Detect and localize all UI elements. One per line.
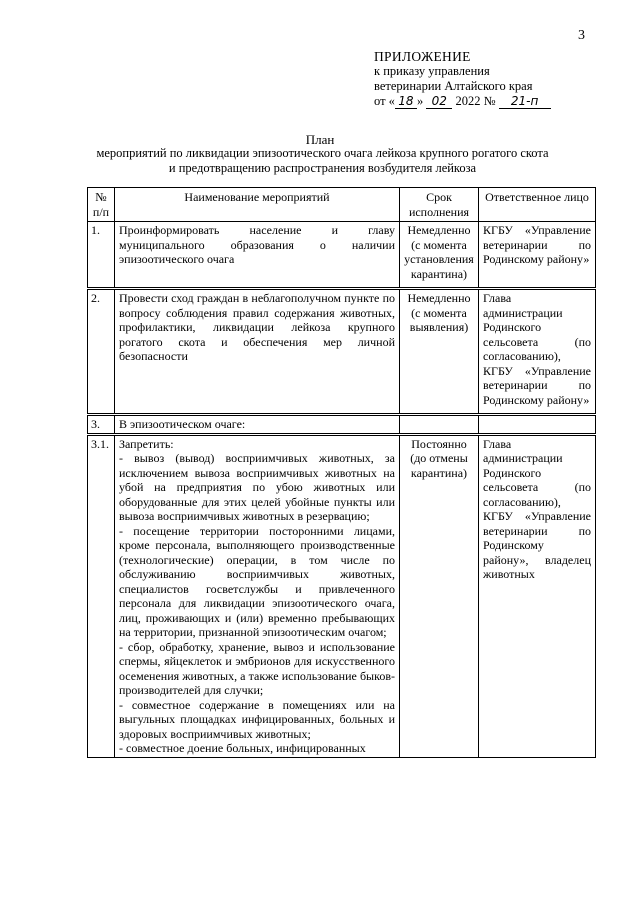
row-term: Немедленно (с момента выявления): [400, 289, 479, 415]
table-row: [88, 415, 596, 435]
row-name: Провести сход граждан в неблагополучном пункте по вопросу соблюдения правил содержания животных, профилактики, ликвидации лейкоза крупного рогатого скота и обеспечения мер личной безопасности: [115, 289, 400, 415]
plan-title: План: [305, 132, 335, 147]
date-mid: »: [416, 94, 424, 108]
year-text: 2022 №: [455, 94, 496, 108]
appendix-line-1: к приказу управления: [374, 64, 490, 78]
row-responsible: Глава администрации Родинского сельсовета (по согласованию), КГБУ «Управление ветеринарии по Родинскому району»: [479, 289, 596, 415]
header-num: № п/п: [88, 188, 115, 222]
row-term: Постоянно (до отмены карантина): [400, 434, 479, 757]
row-num: 3.1.: [88, 434, 115, 757]
appendix-block: [374, 49, 551, 109]
prohibit-item: - посещение территории посторонними лицами, кроме персонала, выполняющего производственные (технологические) операции, в том числе по обслуживанию восприимчивых животных, специалистов госветслужбы и привлеченного персонала для ликвидации эпизоотического очага, лиц, проживающих и (или) временно пребывающих на территории, признанной эпизоотическим очагом;: [119, 523, 395, 639]
row-responsible: [479, 415, 596, 435]
table-header-row: [88, 188, 596, 222]
header-name: Наименование мероприятий: [115, 188, 400, 222]
row-num: 2.: [88, 289, 115, 415]
plan-subtitle-line-1: мероприятий по ликвидации эпизоотического очага лейкоза крупного рогатого скота: [96, 146, 549, 160]
table-row: [88, 289, 596, 415]
prohibit-item: - вывоз (вывод) восприимчивых животных, за исключением вывоза восприимчивых животных на убой на предприятия по убою животных или оборудованные для этих целей убойные пункты или вывоза восприимчивых животных в резервацию;: [119, 451, 395, 523]
plan-subtitle: [80, 146, 565, 175]
handwritten-day: 18: [395, 95, 417, 109]
row-num: 3.: [88, 415, 115, 435]
header-responsible: Ответственное лицо: [479, 188, 596, 222]
table-row: [88, 434, 596, 757]
prohibit-item: - совместное содержание в помещениях или на выгульных площадках инфицированных, больных и здоровых восприимчивых животных;: [119, 697, 395, 741]
row-term: [400, 415, 479, 435]
prohibit-item: - совместное доение больных, инфицированных: [119, 741, 366, 755]
header-term: Срок исполнения: [400, 188, 479, 222]
handwritten-order-number: 21-п: [499, 95, 551, 109]
prohibit-item: - сбор, обработку, хранение, вывоз и использование спермы, яйцеклеток и эмбрионов для искусственного осеменения животных, а также использование быков-производителей для случки;: [119, 639, 395, 697]
row-responsible: Глава администрации Родинского сельсовета (по согласованию), КГБУ «Управление ветеринарии по Родинскому району», владелец животных: [479, 434, 596, 757]
appendix-line-2: ветеринарии Алтайского края: [374, 79, 533, 93]
appendix-title: ПРИЛОЖЕНИЕ: [374, 49, 471, 64]
row-name: В эпизоотическом очаге:: [115, 415, 400, 435]
row-name: Проинформировать население и главу муниципального образования о наличии эпизоотического очага: [115, 222, 400, 289]
page-number: 3: [578, 28, 585, 43]
measures-table: [87, 187, 596, 758]
appendix-date-line: [374, 94, 551, 109]
row-name: [115, 434, 400, 757]
handwritten-month: 02: [426, 95, 452, 109]
prohibit-title: Запретить:: [119, 436, 174, 451]
plan-subtitle-line-2: и предотвращению распространения возбудителя лейкоза: [168, 160, 477, 175]
row-responsible: КГБУ «Управление ветеринарии по Родинскому району»: [479, 222, 596, 289]
table-row: [88, 222, 596, 289]
date-prefix: от «: [374, 94, 395, 108]
row-term: Немедленно (с момента установления карантина): [400, 222, 479, 289]
row-num: 1.: [88, 222, 115, 289]
